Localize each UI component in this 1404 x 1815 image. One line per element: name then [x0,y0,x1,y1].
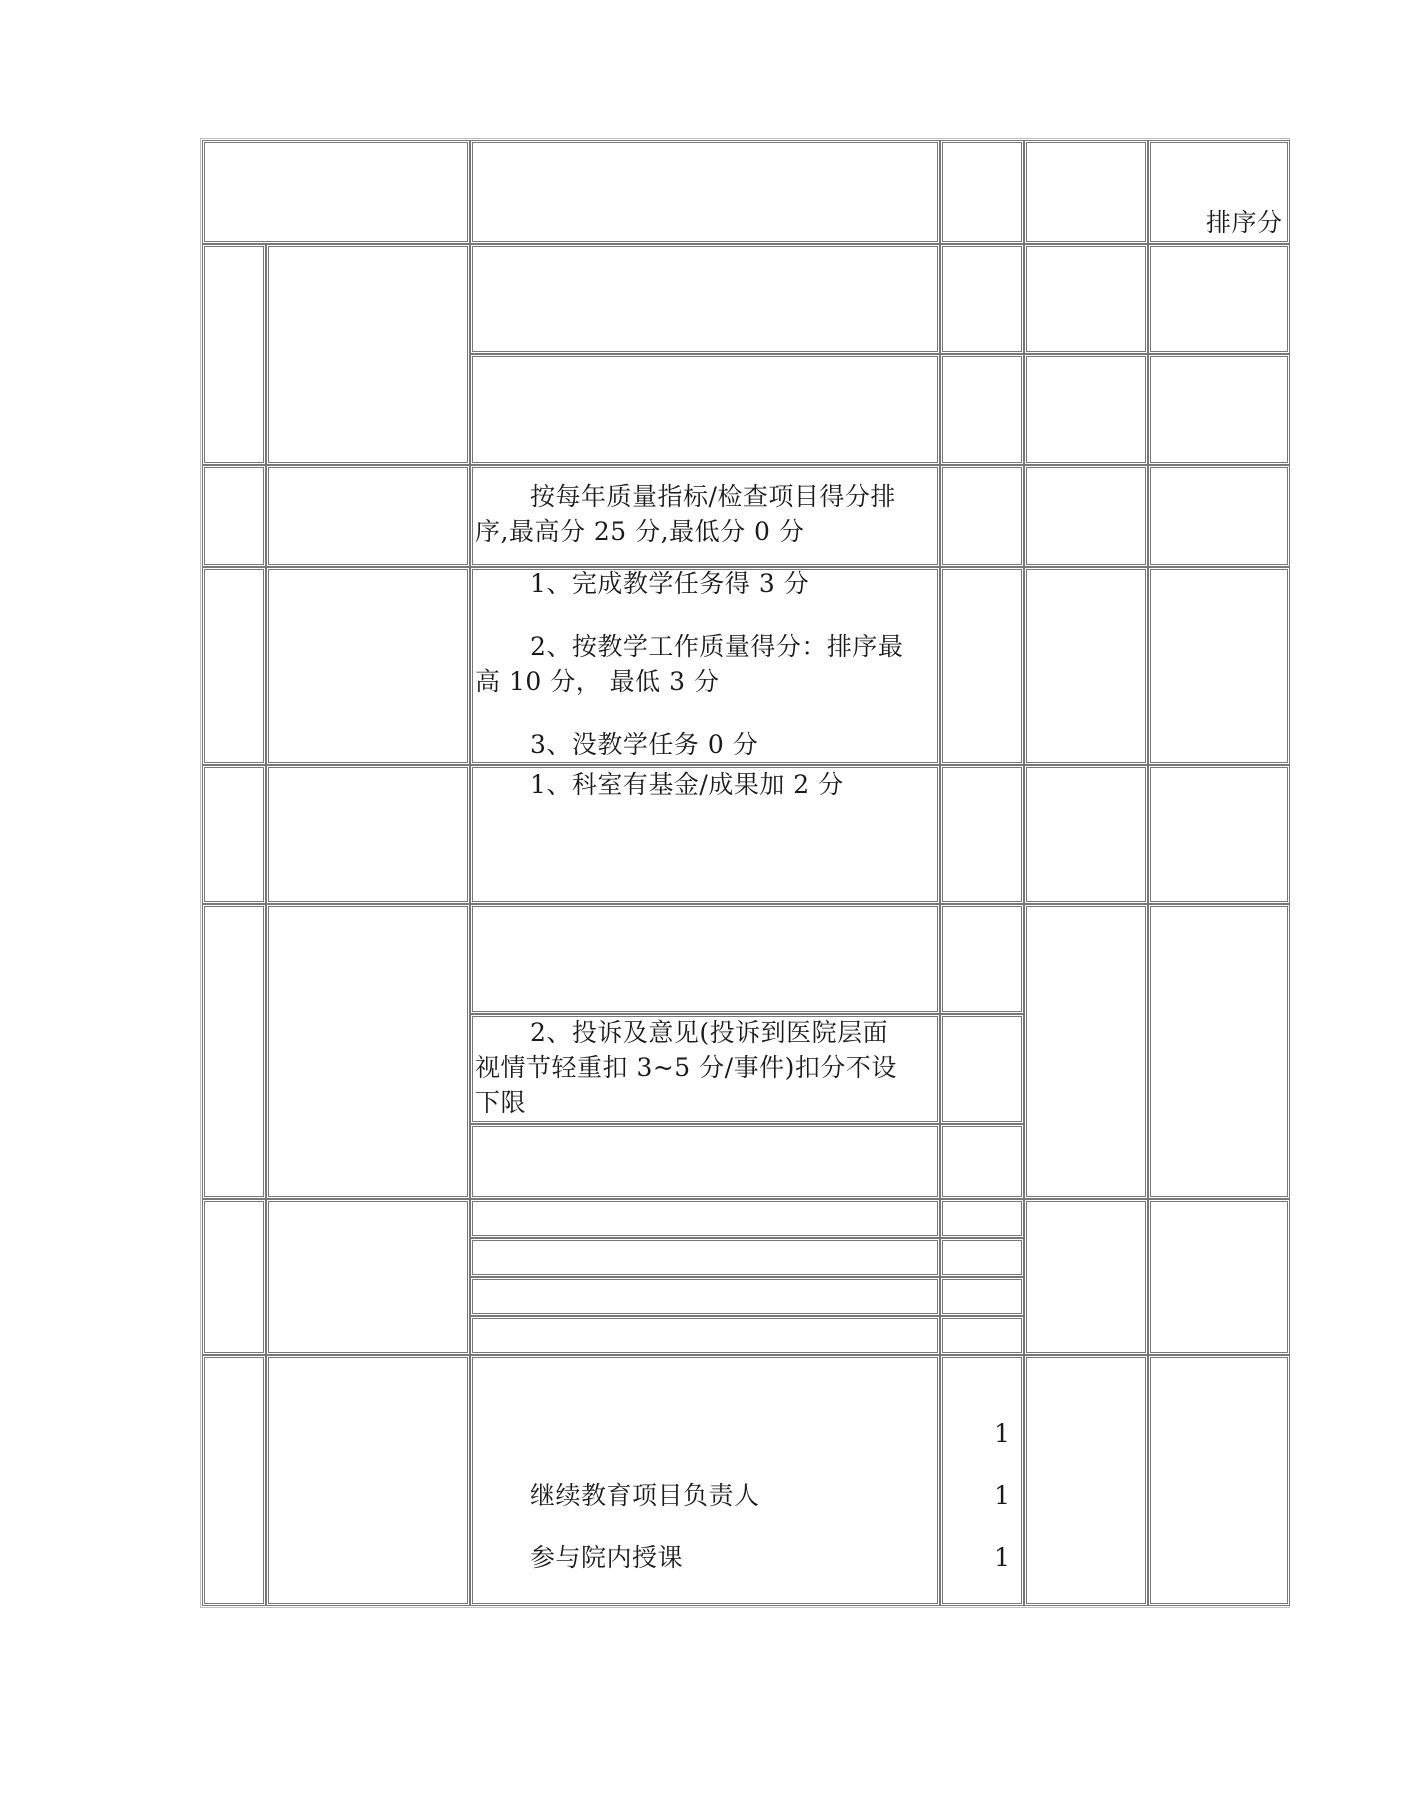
row7-category-cell [266,1355,470,1606]
education-score-1: 1 [994,1419,1010,1448]
row6c-points-cell [940,1277,1024,1316]
row5-category-cell [266,904,470,1199]
header-cell-category [202,140,470,244]
row6-score-cell [1024,1199,1148,1355]
row6-category-cell [266,1199,470,1355]
row2-sort-cell [1148,465,1290,567]
row1a-sort-cell [1148,244,1290,354]
row6a-points-cell [940,1199,1024,1238]
complaints-line1: 2、投诉及意见(投诉到医院层面 [530,1018,889,1047]
education-item2-label: 继续教育项目负责人 [530,1481,760,1510]
education-score-3: 1 [994,1543,1010,1572]
education-score-2: 1 [994,1481,1010,1510]
row2-category-cell [266,465,470,567]
row7-score-cell [1024,1355,1148,1606]
header-cell-criteria [470,140,940,244]
row4-sort-cell [1148,765,1290,904]
row6d-criteria-cell [470,1316,940,1355]
row3-points-cell [940,567,1024,765]
row7-index-cell [202,1355,266,1606]
row3-sort-cell [1148,567,1290,765]
complaints-line2: 视情节轻重扣 3~5 分/事件)扣分不设 [475,1053,897,1082]
sort-score-header-label: 排序分 [1206,208,1283,237]
row7-sort-cell [1148,1355,1290,1606]
row1b-sort-cell [1148,354,1290,465]
row1b-criteria-cell [470,354,940,465]
row1-index-cell [202,244,266,465]
quality-criteria-line1: 按每年质量指标/检查项目得分排 [530,482,896,511]
row6-sort-cell [1148,1199,1290,1355]
education-item3-label: 参与院内授课 [530,1543,684,1572]
row5b-points-cell [940,1014,1024,1124]
row1b-score-cell [1024,354,1148,465]
row1a-score-cell [1024,244,1148,354]
row5-sort-cell [1148,904,1290,1199]
row5c-points-cell [940,1124,1024,1199]
teaching-item2-line1: 2、按教学工作质量得分：排序最 [530,632,904,661]
row4-score-cell [1024,765,1148,904]
row6a-criteria-cell [470,1199,940,1238]
row6d-points-cell [940,1316,1024,1355]
row1a-criteria-cell [470,244,940,354]
row6b-points-cell [940,1238,1024,1277]
header-cell-points [940,140,1024,244]
row6c-criteria-cell [470,1277,940,1316]
row4-points-cell [940,765,1024,904]
row4-category-cell [266,765,470,904]
row4-index-cell [202,765,266,904]
row6b-criteria-cell [470,1238,940,1277]
row5-index-cell [202,904,266,1199]
row6-index-cell [202,1199,266,1355]
row1a-points-cell [940,244,1024,354]
quality-criteria-line2: 序,最高分 25 分,最低分 0 分 [475,517,805,546]
complaints-line3: 下限 [475,1088,527,1117]
row5-score-cell [1024,904,1148,1199]
row3-index-cell [202,567,266,765]
row1b-points-cell [940,354,1024,465]
teaching-item2-line2: 高 10 分， 最低 3 分 [475,667,720,696]
row5a-criteria-cell [470,904,940,1014]
teaching-item3: 3、没教学任务 0 分 [530,730,759,759]
row2-points-cell [940,465,1024,567]
row3-score-cell [1024,567,1148,765]
row5c-criteria-cell [470,1124,940,1199]
row2-score-cell [1024,465,1148,567]
teaching-item1: 1、完成教学任务得 3 分 [530,569,810,598]
row5a-points-cell [940,904,1024,1014]
header-cell-score [1024,140,1148,244]
row1-category-cell [266,244,470,465]
row3-category-cell [266,567,470,765]
row2-index-cell [202,465,266,567]
row7-points-cell [940,1355,1024,1606]
research-item1: 1、科室有基金/成果加 2 分 [530,770,844,799]
